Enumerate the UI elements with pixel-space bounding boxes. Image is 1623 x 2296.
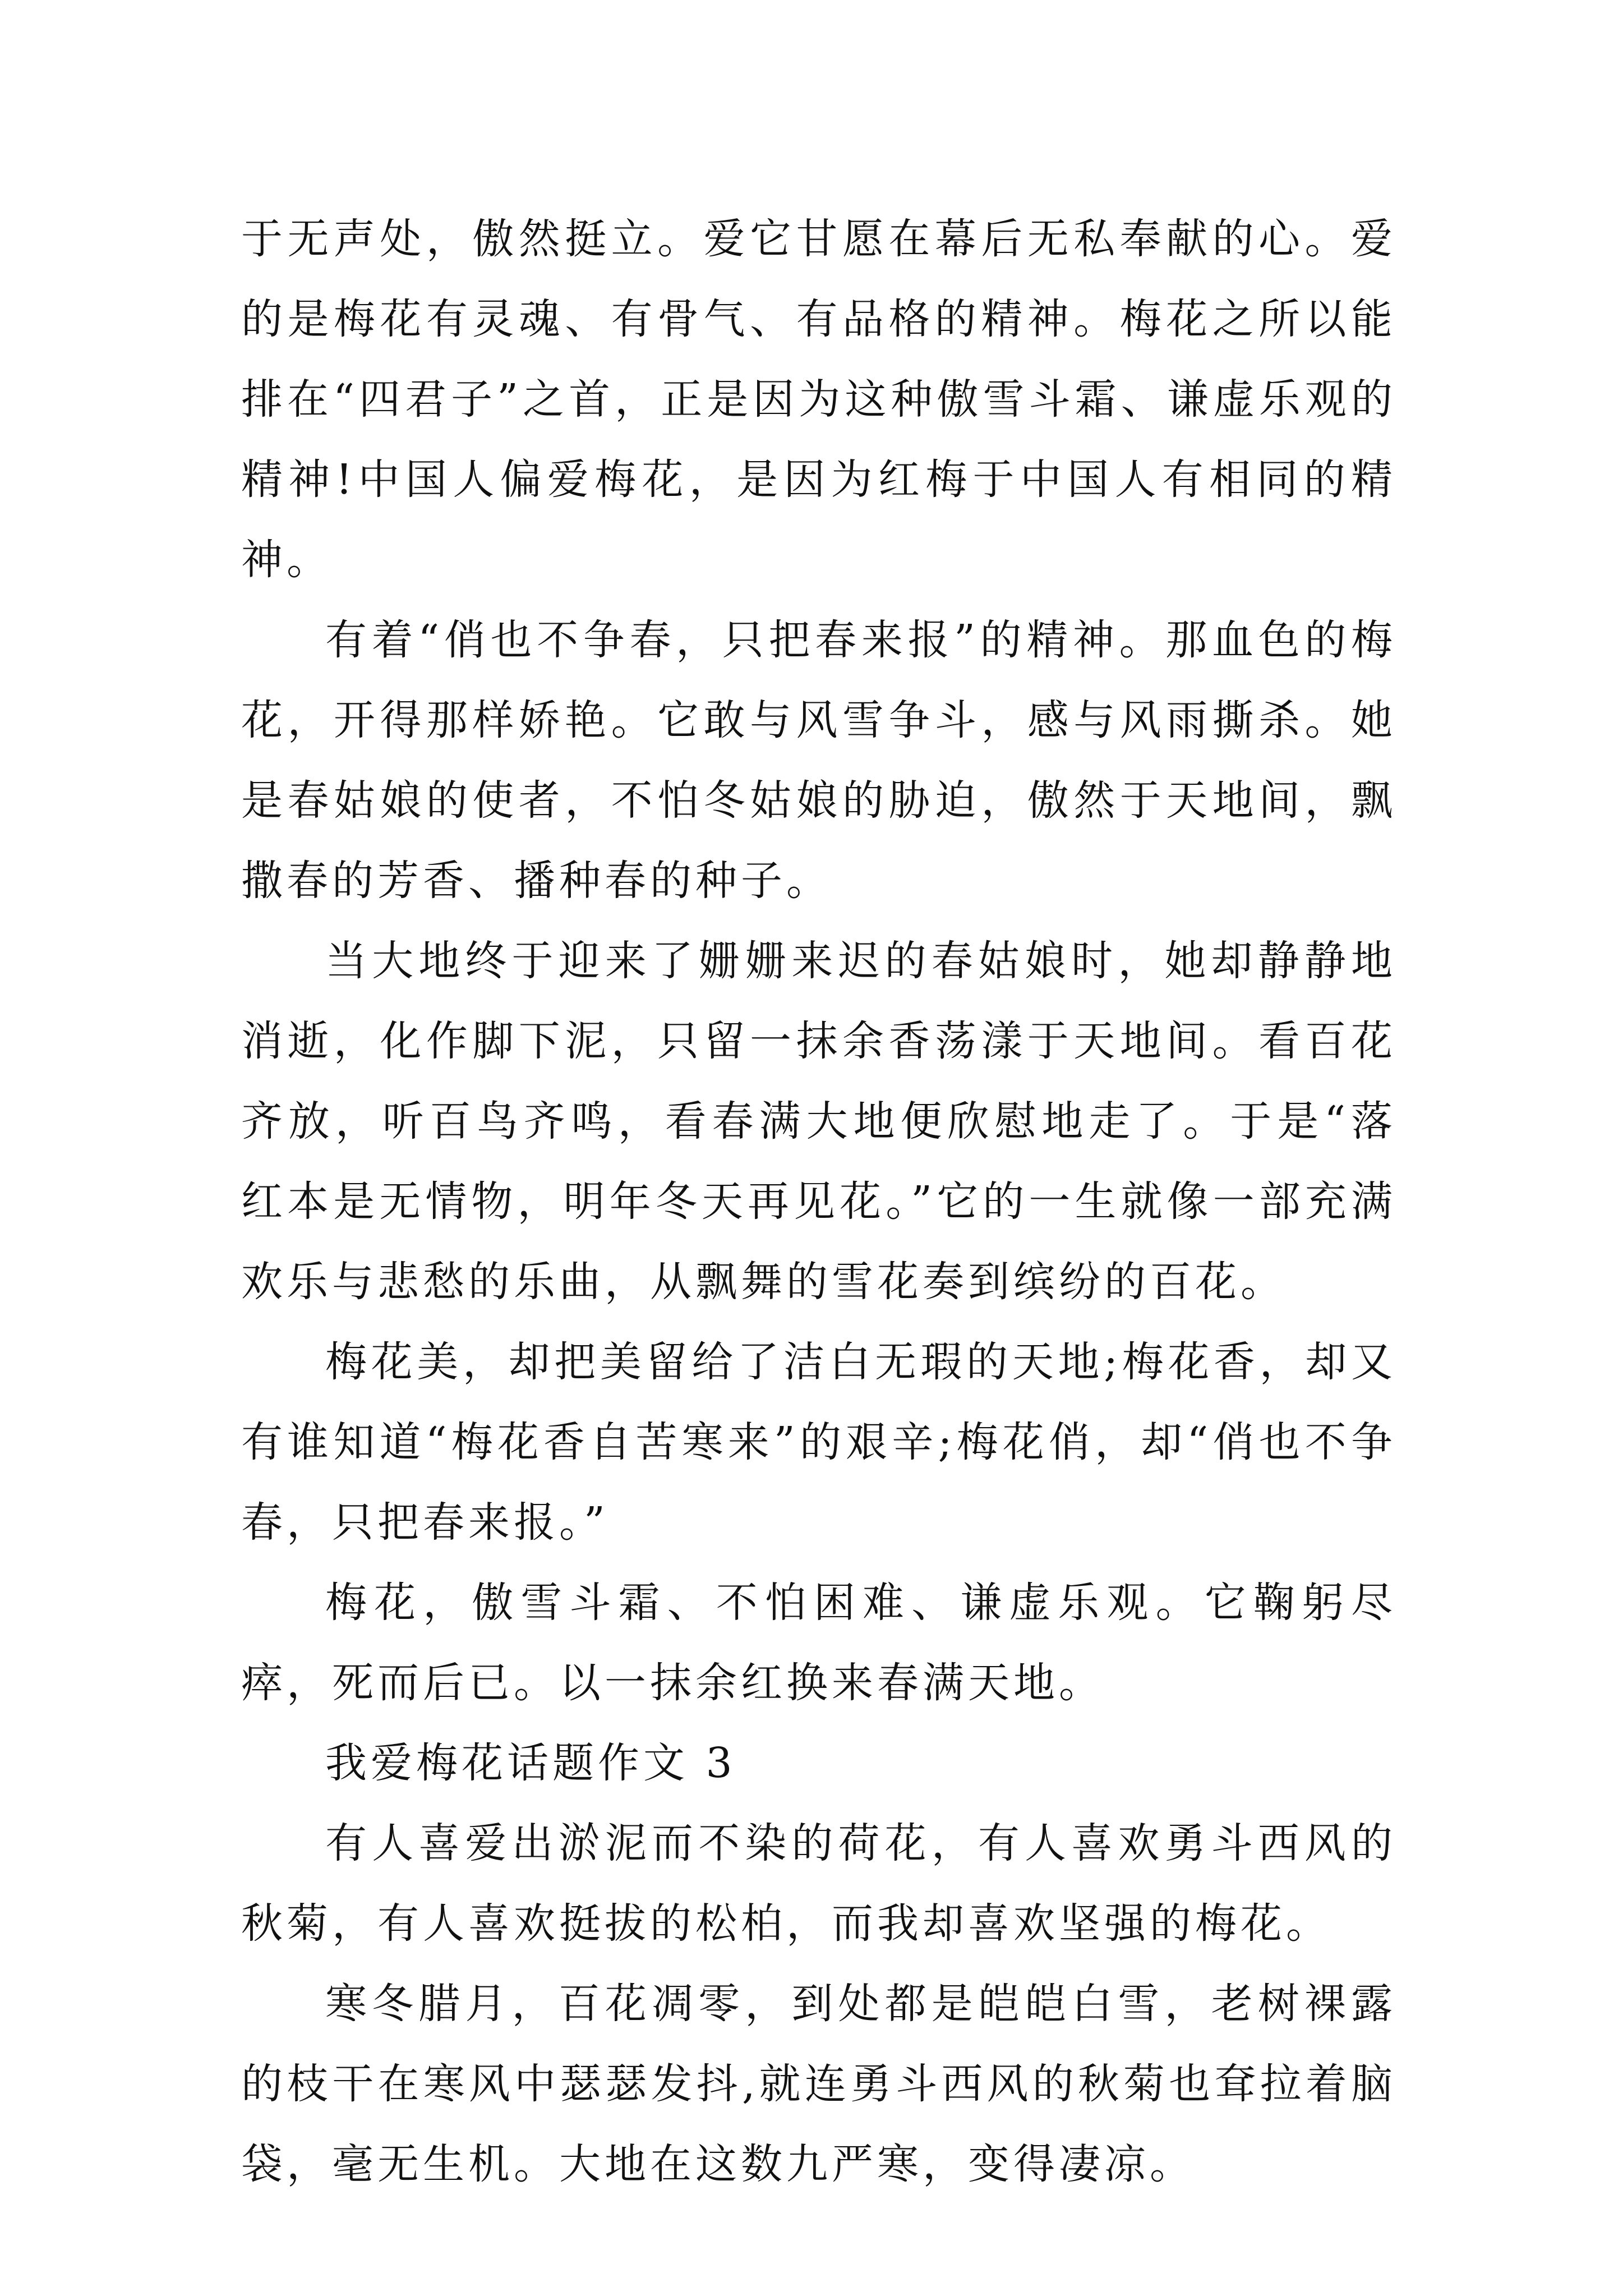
- section-title: 我爱梅花话题作文 3: [325, 1739, 736, 1787]
- body-paragraph: 寒冬腊月，百花凋零，到处都是皑皑白雪，老树裸露的枝干在寒风中瑟瑟发抖,就连勇斗西风的秋菊也耷拉着脑袋，毫无生机。大地在这数九严寒，变得凄凉。: [241, 1980, 1396, 2188]
- body-paragraph: 于无声处，傲然挺立。爱它甘愿在幕后无私奉献的心。爱的是梅花有灵魂、有骨气、有品格的精神。梅花之所以能排在“四君子”之首，正是因为这种傲雪斗霜、谦虚乐观的精神!中国人偏爱梅花，是因为红梅于中国人有相同的精神。: [241, 215, 1396, 584]
- body-paragraph: 当大地终于迎来了姗姗来迟的春姑娘时，她却静静地消逝，化作脚下泥，只留一抹余香荡漾于天地间。看百花齐放，听百鸟齐鸣，看春满大地便欣慰地走了。于是“落红本是无情物，明年冬天再见花。”它的一生就像一部充满欢乐与悲愁的乐曲，从飘舞的雪花奏到缤纷的百花。: [241, 937, 1396, 1306]
- body-paragraph: 有着“俏也不争春，只把春来报”的精神。那血色的梅花，开得那样娇艳。它敢与风雪争斗，感与风雨撕杀。她是春姑娘的使者，不怕冬姑娘的胁迫，傲然于天地间，飘撒春的芳香、播种春的种子。: [241, 616, 1396, 905]
- document-body: [241, 199, 1396, 2205]
- body-paragraph: 梅花，傲雪斗霜、不怕困难、谦虚乐观。它鞠躬尽瘁，死而后已。以一抹余红换来春满天地。: [241, 1579, 1396, 1707]
- body-paragraph: 有人喜爱出淤泥而不染的荷花，有人喜欢勇斗西风的秋菊，有人喜欢挺拔的松柏，而我却喜欢坚强的梅花。: [241, 1819, 1396, 1948]
- body-paragraph: 梅花美，却把美留给了洁白无瑕的天地;梅花香，却又有谁知道“梅花香自苦寒来”的艰辛;梅花俏，却“俏也不争春，只把春来报。”: [241, 1338, 1396, 1547]
